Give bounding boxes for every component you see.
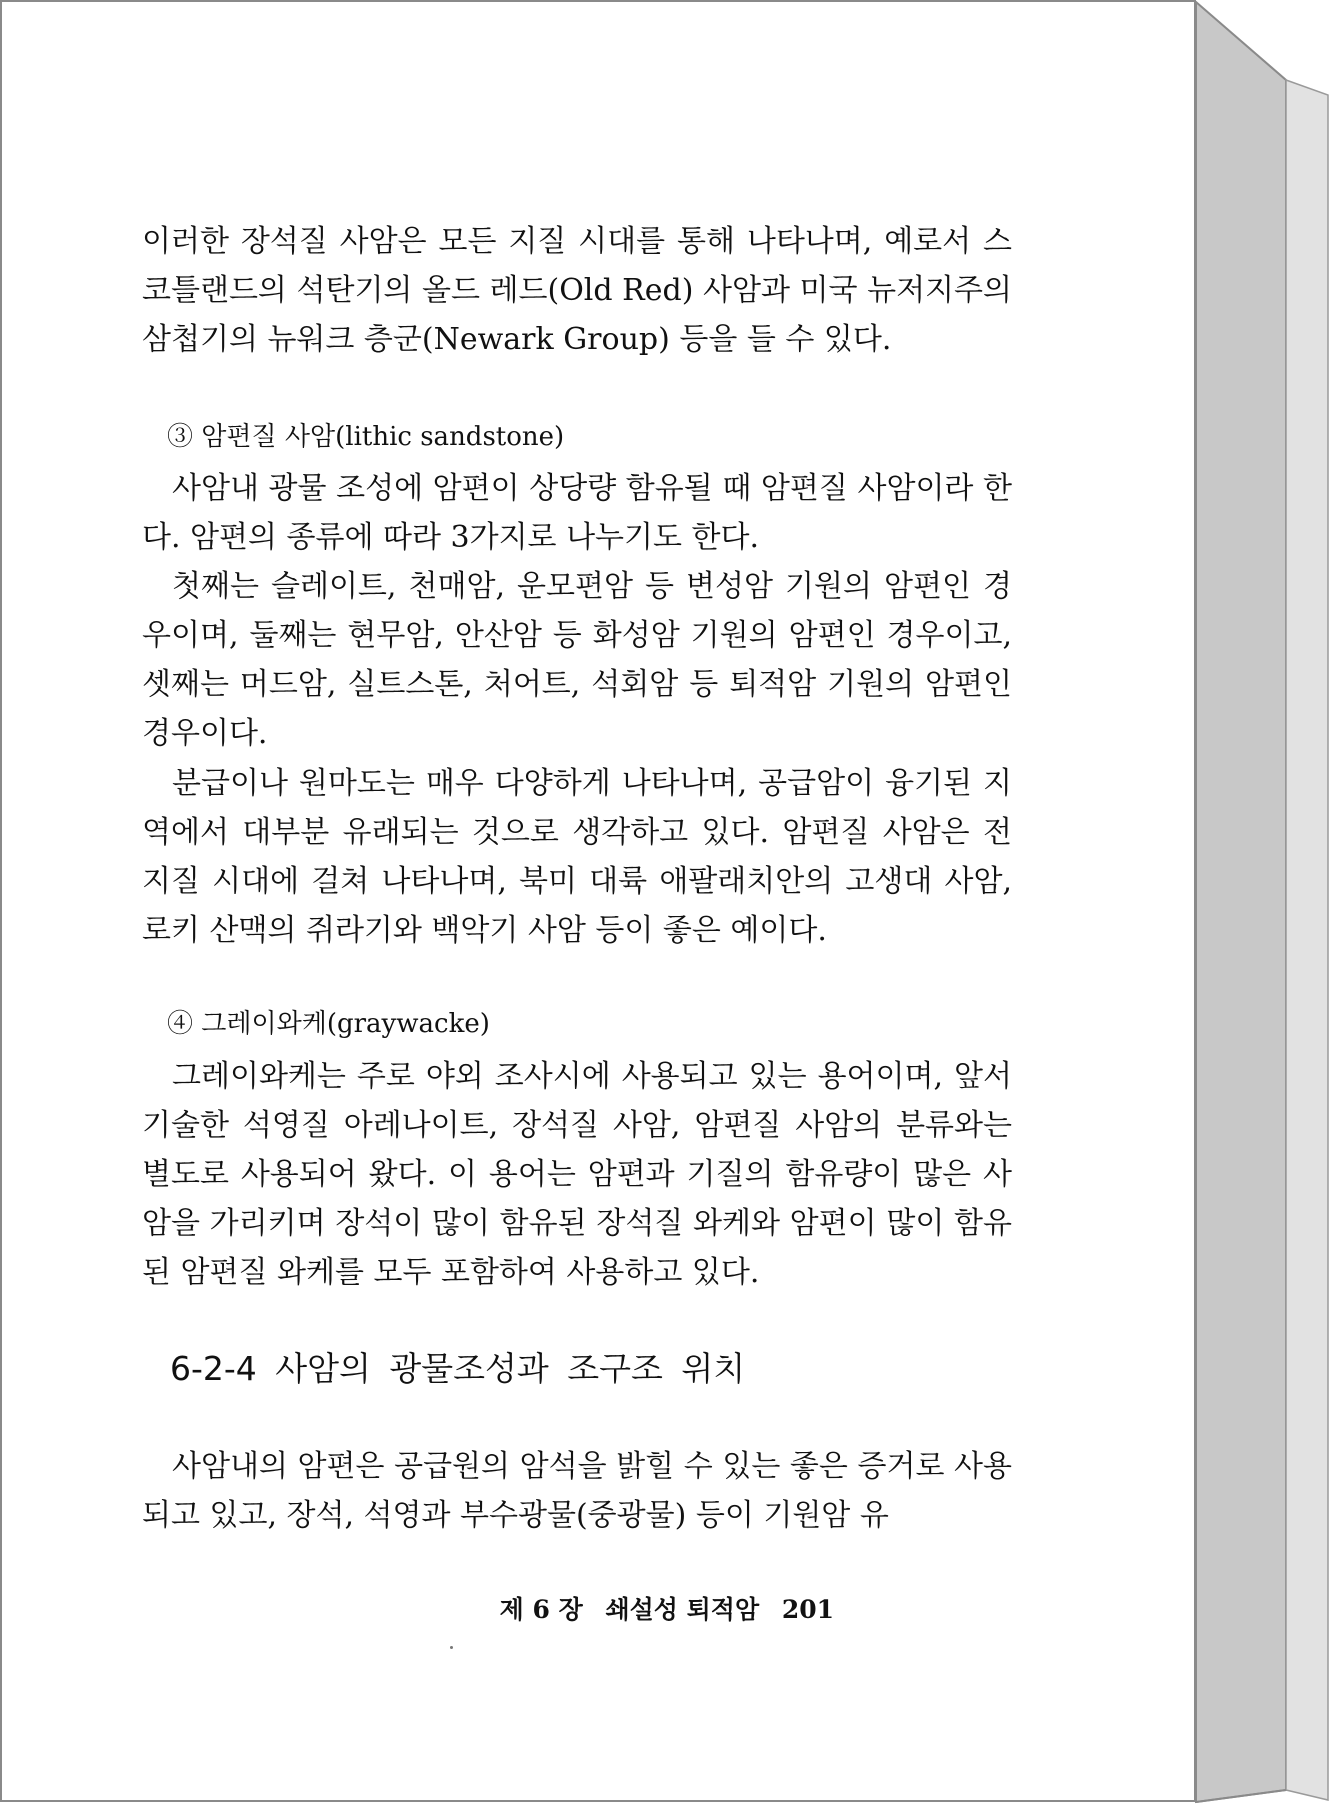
paragraph-graywacke: 그레이와케는 주로 야외 조사시에 사용되고 있는 용어이며, 앞서 기술한 석영질 아레나이트, 장석질 사암, 암편질 사암의 분류와는 별도로 사용되어 왔다. 이 용어는 암편과 기질의 함유량이 많은 사암을 가리키며 장석이 많이 함유된 장석질 와케와 암편이 많이 함유된 암편질 와케를 모두 포함하여 사용하고 있다. (142, 1059, 1012, 1290)
paragraph-feldspathic-sandstone-examples: 이러한 장석질 사암은 모든 지질 시대를 통해 나타나며, 예로서 스코틀랜드의 석탄기의 올드 레드(Old Red) 사암과 미국 뉴저지주의 삼첩기의 뉴워크 층군(Newark Group) 등을 들 수 있다. (142, 224, 1012, 357)
paragraph-lithic-fragment-types: 첫째는 슬레이트, 천매암, 운모편암 등 변성암 기원의 암편인 경우이며, 둘째는 현무암, 안산암 등 화성암 기원의 암편인 경우이고, 셋째는 머드암, 실트스톤, 처어트, 석회암 등 퇴적암 기원의 암편인 경우이다. (142, 569, 1012, 751)
paragraph-lithic-sandstone-definition: 사암내 광물 조성에 암편이 상당량 함유될 때 암편질 사암이라 한다. 암편의 종류에 따라 3가지로 나누기도 한다. (142, 471, 1012, 555)
print-speck (450, 1646, 453, 1649)
subheading-lithic-sandstone: ③ 암편질 사암(lithic sandstone) (167, 422, 565, 452)
footer-chapter-title: 쇄설성 퇴적암 (605, 1595, 760, 1624)
footer-page-number: 201 (781, 1595, 834, 1624)
section-title: 6-2-4 사암의 광물조성과 조구조 위치 (170, 1349, 746, 1388)
footer-chapter: 제 6 장 (499, 1595, 583, 1624)
page-stack-side (1190, 0, 1340, 1806)
subheading-graywacke: ④ 그레이와케(graywacke) (167, 1009, 490, 1039)
paragraph-rock-fragments-provenance: 사암내의 암편은 공급원의 암석을 밝힐 수 있는 좋은 증거로 사용되고 있고, 장석, 석영과 부수광물(중광물) 등이 기원암 유 (142, 1449, 1012, 1533)
paragraph-lithic-sandstone-occurrence: 분급이나 원마도는 매우 다양하게 나타나며, 공급암이 융기된 지역에서 대부분 유래되는 것으로 생각하고 있다. 암편질 사암은 전 지질 시대에 걸쳐 나타나며, 북미 대륙 애팔래치안의 고생대 사암, 로키 산맥의 쥐라기와 백악기 사암 등이 좋은 예이다. (142, 766, 1012, 948)
page-footer (500, 1592, 834, 1628)
